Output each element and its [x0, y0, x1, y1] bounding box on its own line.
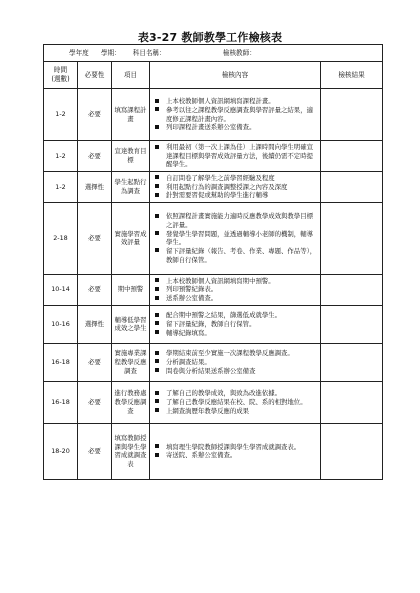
- square-bullet-icon: [155, 296, 159, 300]
- content-list-item: [152, 329, 318, 338]
- content-text: 了解自己教學反應結果在校、院、系的相對地位。: [166, 397, 307, 406]
- content-text: 列印預警紀錄表。: [166, 285, 218, 294]
- time-cell: 10-14: [44, 274, 78, 305]
- time-cell: 16-18: [44, 343, 78, 381]
- col-header-content: 檢核內容: [150, 62, 321, 89]
- col-header-result: 檢核結果: [321, 62, 383, 89]
- time-cell: 18-20: [44, 423, 78, 479]
- square-bullet-icon: [155, 278, 159, 282]
- content-list: [152, 210, 318, 266]
- square-bullet-icon: [155, 145, 159, 149]
- result-cell[interactable]: [321, 89, 383, 141]
- content-text: 了解自己的教學成效，與致為改進依據。: [166, 389, 282, 398]
- table-row: [44, 305, 383, 343]
- content-cell: [150, 423, 321, 479]
- content-text: 利用最初（第一次上課為佳）上課時間向學生明確宣達課程目標與學習成效評量方法，後續仍需不定時提醒學生。: [166, 143, 313, 169]
- table-row: [44, 202, 383, 274]
- content-cell: [150, 274, 321, 305]
- item-cell: 宣達教育目標: [112, 141, 150, 172]
- content-list-item: [152, 97, 318, 106]
- table-row: [44, 171, 383, 202]
- item-cell: 輔導低學習成效之學生: [112, 305, 150, 343]
- content-list: [152, 95, 318, 134]
- result-cell[interactable]: [321, 202, 383, 274]
- table-body: [44, 89, 383, 480]
- content-text: 寄送院、系辦公室備查。: [166, 451, 237, 460]
- item-cell: 實施專業課程教學反應調查: [112, 343, 150, 381]
- result-cell[interactable]: [321, 305, 383, 343]
- content-text: 利用起點行為的調查調整授課之內容及深度: [166, 182, 288, 191]
- table-row: [44, 423, 383, 479]
- time-cell: 1-2: [44, 171, 78, 202]
- square-bullet-icon: [155, 248, 159, 252]
- item-cell: 實施學習成效評量: [112, 202, 150, 274]
- square-bullet-icon: [155, 175, 159, 179]
- content-text: 上本校教師個人資訊網填寫課程計畫。: [166, 97, 275, 106]
- necessity-cell: 必要: [78, 343, 112, 381]
- content-list-item: [152, 451, 318, 460]
- content-list-item: [152, 230, 318, 247]
- table-row: [44, 274, 383, 305]
- content-list-item: [152, 285, 318, 294]
- content-list-item: [152, 123, 318, 132]
- necessity-cell: 必要: [78, 141, 112, 172]
- time-cell: 1-2: [44, 141, 78, 172]
- header-fields-cell: [44, 45, 383, 62]
- col-header-type: 必要性: [78, 62, 112, 89]
- content-list-item: [152, 143, 318, 169]
- necessity-cell: 必要: [78, 202, 112, 274]
- content-list-item: [152, 407, 318, 416]
- square-bullet-icon: [155, 368, 159, 372]
- time-cell: 10-16: [44, 305, 78, 343]
- square-bullet-icon: [155, 359, 159, 363]
- page-title: 表3-27 教師教學工作檢核表: [137, 31, 283, 44]
- content-list-item: [152, 191, 318, 200]
- semester-field-label: 學期：: [100, 48, 121, 57]
- content-cell: [150, 343, 321, 381]
- time-cell: 1-2: [44, 89, 78, 141]
- content-text: 問卷與分析結果送系辦公室備查: [166, 366, 256, 375]
- square-bullet-icon: [155, 214, 159, 218]
- content-text: 分析調查結果。: [166, 357, 211, 366]
- square-bullet-icon: [155, 453, 159, 457]
- square-bullet-icon: [155, 391, 159, 395]
- table-row: [44, 381, 383, 423]
- time-cell: 16-18: [44, 381, 78, 423]
- inspector-field-label: 檢核教師：: [222, 48, 256, 57]
- square-bullet-icon: [155, 287, 159, 291]
- content-list-item: [152, 320, 318, 329]
- content-text: 學期結束前至少實施一次課程教學反應調查。: [166, 349, 294, 358]
- content-list-item: [152, 183, 318, 192]
- content-cell: [150, 141, 321, 172]
- content-cell: [150, 89, 321, 141]
- content-list-item: [152, 212, 318, 229]
- necessity-cell: 選擇性: [78, 171, 112, 202]
- content-list: [152, 309, 318, 339]
- item-cell: 學生起點行為調查: [112, 171, 150, 202]
- square-bullet-icon: [155, 184, 159, 188]
- item-cell: 進行教務處教學反應調查: [112, 381, 150, 423]
- table-row: [44, 141, 383, 172]
- content-text: 自訂問卷了解學生之前學習經驗及程度: [166, 173, 275, 182]
- result-cell[interactable]: [321, 381, 383, 423]
- subject-field-label: 科目名稱：: [132, 48, 166, 57]
- year-field-label: 學年度: [69, 48, 89, 57]
- content-text: 依照課程計畫實施能力適時反應教學成效與教學目標之評量。: [166, 212, 313, 230]
- content-list-item: [152, 389, 318, 398]
- content-list-item: [152, 398, 318, 407]
- item-cell: 填寫課程計畫: [112, 89, 150, 141]
- result-cell[interactable]: [321, 171, 383, 202]
- necessity-cell: 必要: [78, 423, 112, 479]
- content-list: [152, 347, 318, 377]
- content-text: 輔導紀錄填寫。: [166, 328, 211, 337]
- content-list-item: [152, 106, 318, 123]
- content-text: 配合期中預警之結果，篩選低成就學生。: [166, 311, 282, 320]
- result-cell[interactable]: [321, 141, 383, 172]
- header-fields-row: [44, 45, 383, 62]
- content-list: [152, 441, 318, 462]
- content-list-item: [152, 247, 318, 264]
- content-list-item: [152, 443, 318, 452]
- content-list-item: [152, 358, 318, 367]
- square-bullet-icon: [155, 313, 159, 317]
- column-header-row: [44, 62, 383, 89]
- content-list-item: [152, 349, 318, 358]
- square-bullet-icon: [155, 444, 159, 448]
- checklist-table-wrapper: [43, 44, 382, 480]
- square-bullet-icon: [155, 330, 159, 334]
- content-text: 上網查詢歷年教學反應的成果: [166, 406, 250, 415]
- square-bullet-icon: [155, 99, 159, 103]
- square-bullet-icon: [155, 125, 159, 129]
- content-cell: [150, 381, 321, 423]
- result-cell[interactable]: [321, 423, 383, 479]
- square-bullet-icon: [155, 399, 159, 403]
- necessity-cell: 選擇性: [78, 305, 112, 343]
- content-text: 上本校教師個人資訊網填寫期中預警。: [166, 276, 275, 285]
- content-text: 留下評量紀錄，教師自行保管。: [166, 319, 256, 328]
- necessity-cell: 必要: [78, 274, 112, 305]
- item-cell: 填寫教師授課與學生學習成就調查表: [112, 423, 150, 479]
- content-cell: [150, 305, 321, 343]
- time-cell: 2-18: [44, 202, 78, 274]
- content-list: [152, 275, 318, 305]
- content-text: 參考以往之課程教學反應調查與學習評量之結果，適度修正課程計畫內容。: [166, 105, 313, 123]
- content-text: 針對需要習促或幫助的學生進行輔導: [166, 191, 269, 200]
- result-cell[interactable]: [321, 274, 383, 305]
- checklist-table: [43, 44, 383, 480]
- item-cell: 期中預警: [112, 274, 150, 305]
- content-text: 留下評量紀錄（報告、考卷、作業、專題、作品等），教師自行保管。: [166, 246, 317, 264]
- table-row: [44, 343, 383, 381]
- content-text: 列印課程計畫送系辦公室備查。: [166, 123, 256, 132]
- necessity-cell: 必要: [78, 381, 112, 423]
- content-list: [152, 141, 318, 171]
- square-bullet-icon: [155, 107, 159, 111]
- col-header-item: 項目: [112, 62, 150, 89]
- content-text: 送系辦公室備查。: [166, 294, 218, 303]
- result-cell[interactable]: [321, 343, 383, 381]
- content-list: [152, 387, 318, 417]
- square-bullet-icon: [155, 408, 159, 412]
- content-text: 填寫理生學院教師授課與學生學習成就調查表。: [166, 442, 301, 451]
- table-row: [44, 89, 383, 141]
- content-cell: [150, 202, 321, 274]
- content-text: 發覺學生學習問題，並透過輔導小老師的機制，輔導學生。: [166, 229, 313, 247]
- square-bullet-icon: [155, 193, 159, 197]
- content-list: [152, 172, 318, 202]
- content-list-item: [152, 311, 318, 320]
- content-list-item: [152, 367, 318, 376]
- content-list-item: [152, 294, 318, 303]
- content-cell: [150, 171, 321, 202]
- col-header-time: 時間 (週數): [44, 62, 78, 89]
- square-bullet-icon: [155, 351, 159, 355]
- content-list-item: [152, 174, 318, 183]
- square-bullet-icon: [155, 231, 159, 235]
- necessity-cell: 必要: [78, 89, 112, 141]
- square-bullet-icon: [155, 321, 159, 325]
